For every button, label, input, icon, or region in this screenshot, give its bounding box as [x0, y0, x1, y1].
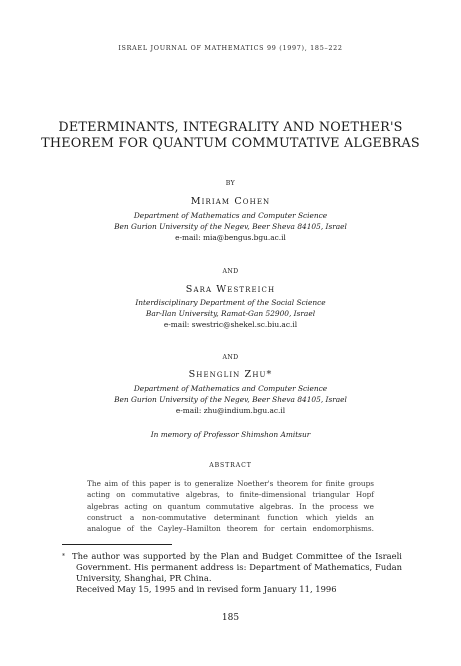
paper-title [0, 120, 461, 152]
author-name-1: Miriam Cohen [190, 196, 271, 207]
footnote-line: The author was supported by the Plan and Budget Committee of the Israeli [72, 551, 402, 561]
by-label: BY [225, 180, 236, 187]
author-email-2: e-mail: swestric@shekel.sc.biu.ac.il [163, 320, 298, 329]
author-affiliation-2a: Interdisciplinary Department of the Social Science [135, 298, 326, 307]
title-line-2: THEOREM FOR QUANTUM COMMUTATIVE ALGEBRAS [41, 136, 420, 151]
and-label-2: AND [222, 354, 239, 361]
journal-header: ISRAEL JOURNAL OF MATHEMATICS 99 (1997), 185–222 [118, 44, 343, 52]
author-email-1: e-mail: mia@bengus.bgu.ac.il [175, 233, 286, 242]
footnote-line: University, Shanghai, PR China. [76, 573, 212, 583]
received-line: Received May 15, 1995 and in revised form January 11, 1996 [76, 584, 337, 594]
abstract-line: acting on commutative algebras, to finite-dimensional triangular Hopf [87, 490, 374, 500]
footnote-mark: * [62, 553, 65, 560]
abstract-heading: ABSTRACT [209, 462, 252, 469]
author-affiliation-2b: Bar-Ilan University, Ramat-Gan 52900, Israel [145, 309, 316, 318]
abstract-line: The aim of this paper is to generalize Noether's theorem for finite groups [87, 479, 374, 488]
author-affiliation-1a: Department of Mathematics and Computer Science [133, 211, 328, 220]
abstract-line: algebras acting on quantum commutative algebras. In the process we [87, 501, 374, 511]
author-name-3: Shenglin Zhu* [188, 369, 273, 380]
author-affiliation-3a: Department of Mathematics and Computer Science [133, 384, 328, 393]
and-label-1: AND [222, 268, 239, 275]
footnote [62, 551, 402, 595]
abstract-body [87, 478, 374, 534]
author-affiliation-1b: Ben Gurion University of the Negev, Beer Sheva 84105, Israel [114, 222, 347, 231]
author-email-3: e-mail: zhu@indium.bgu.ac.il [175, 406, 286, 415]
abstract-line: analogue of the Cayley–Hamilton theorem for certain endomorphisms. [87, 524, 374, 534]
page-number: 185 [221, 613, 240, 623]
author-name-2: Sara Westreich [185, 284, 276, 295]
memorial-line: In memory of Professor Shimshon Amitsur [150, 430, 311, 439]
abstract-line: construct a non-commutative determinant function which yields an [87, 512, 374, 522]
author-affiliation-3b: Ben Gurion University of the Negev, Beer Sheva 84105, Israel [114, 395, 347, 404]
footnote-rule [62, 544, 172, 545]
title-line-1: DETERMINANTS, INTEGRALITY AND NOETHER'S [58, 120, 403, 135]
footnote-line: Government. His permanent address is: Department of Mathematics, Fudan [76, 562, 402, 572]
